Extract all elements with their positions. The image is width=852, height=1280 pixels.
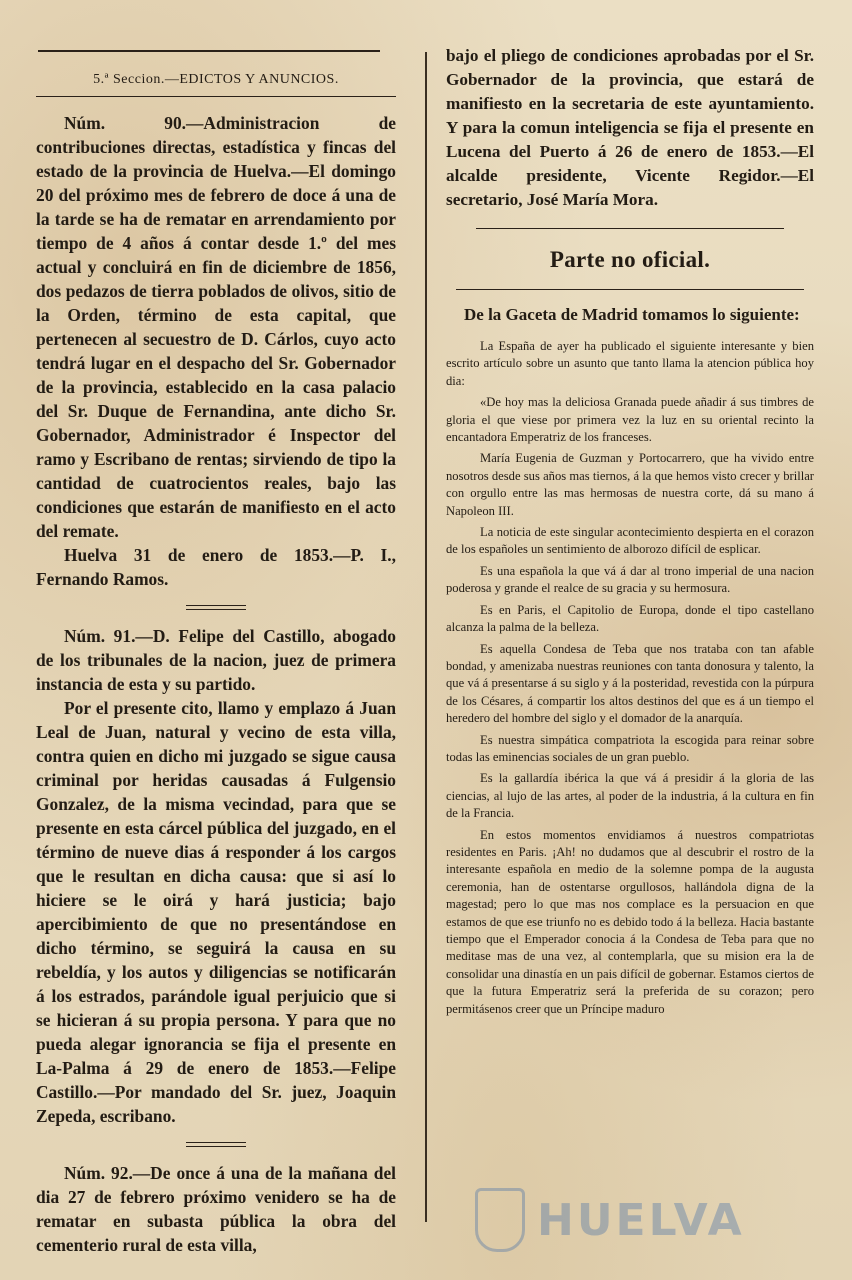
article-body — [446, 338, 814, 1018]
huelva-watermark — [475, 1185, 805, 1255]
section-rule — [476, 228, 784, 229]
section-rule — [456, 289, 804, 290]
notice-90-text: Núm. 90.—Administracion de contribuciones directas, estadística y fincas del estado de la provincia de Huelva.—El domingo 20 del próximo mes de febrero de doce á una de la tarde se ha de rematar en arrendamiento por tiempo de 4 años á contar desde 1.º del mes actual y concluirá en fin de diciembre de 1856, dos pedazos de tierra poblados de olivos, sitio de la Orden, término de esta capital, que pertenecen al secuestro de D. Cárlos, cuyo acto tendrá lugar en el despacho del Sr. Gobernador de la provincia, establecido en la casa palacio del Sr. Duque de Fernandina, ante dicho Sr. Gobernador, Administrador é Inspector del ramo y Escribano de rentas; sirviendo de tipo la cantidad de cuatrocientos reales, bajo las condiciones que estarán de manifiesto en el acto del remate. — [36, 113, 396, 541]
separator — [186, 1142, 246, 1147]
article-paragraph: María Eugenia de Guzman y Portocarrero, que ha vivido entre nosotros desde sus años mas tiernos, á la que hemos visto crecer y brillar con orgullo entre las mas hermosas de nuestra corte, dá su mano á Napoleon III. — [446, 451, 814, 518]
notice-92-text: Núm. 92.—De once á una de la mañana del dia 27 de febrero próximo venidero se ha de rematar en subasta pública la obra del cementerio rural de esta villa, — [36, 1163, 396, 1255]
left-column — [36, 60, 396, 1257]
notice-92 — [36, 1161, 396, 1257]
watermark-text: HUELVA — [537, 1194, 745, 1246]
article-paragraph: Es aquella Condesa de Teba que nos trataba con tan afable bondad, y amenizaba nuestras reuniones con tanta donosura y talento, la que vá á presentarse á su siglo y á la posteridad, revestida con la púrpura de los Césares, á compartir los altos destinos del que es á un tiempo el heredero del hombre del siglo y el domador de la anarquía. — [446, 641, 814, 726]
right-column — [446, 44, 814, 1022]
notice-90-signature: Huelva 31 de enero de 1853.—P. I., Fernando Ramos. — [36, 545, 396, 589]
article-paragraph: Es nuestra simpática compatriota la escogida para reinar sobre todas las eminencias sociales de un gran pueblo. — [446, 732, 814, 764]
article-paragraph: Es la gallardía ibérica la que vá á presidir á la gloria de las ciencias, al lujo de las artes, al poder de la industria, á la cultura en fin de la Francia. — [446, 771, 814, 821]
section-header: 5.ª Seccion.—EDICTOS Y ANUNCIOS. — [36, 60, 396, 97]
article-paragraph: La noticia de este singular acontecimiento despierta en el corazon de los españoles un sentimiento de alborozo difícil de esplicar. — [446, 525, 814, 557]
section-title: Parte no oficial. — [549, 247, 711, 272]
notice-90 — [36, 111, 396, 591]
column-divider — [425, 52, 427, 1222]
notice-91-text: Por el presente cito, llamo y emplazo á Juan Leal de Juan, natural y vecino de esta villa, contra quien en dicho mi juzgado se sigue causa criminal por heridas causadas á Fulgensio Gonzalez, de la misma vecindad, para que se presente en esta cárcel pública del juzgado, en el término de nueve dias á responder á los cargos que le resultan en dicha causa: que si así lo hiciere se le oirá y hará justicia; bajo apercibimiento de que no presentándose en dicho término, se seguirá la causa en su rebeldía, y los autos y diligencias se notificarán á los estrados, parándole igual perjuicio que si se hicieran á su propia persona. Y para que no pueda alegar ignorancia se fija el presente en La-Palma á 29 de enero de 1853.—Felipe Castillo.—Por mandado del Sr. juez, Joaquin Zepeda, escribano. — [36, 698, 396, 1126]
gaceta-intro: De la Gaceta de Madrid tomamos lo siguiente: — [464, 305, 800, 324]
top-rule — [38, 50, 380, 52]
article-paragraph: Es una española la que vá á dar al trono imperial de una nacion poderosa y grande el realce de su gracia y su hermosura. — [446, 563, 814, 596]
notice-92-continuation: bajo el pliego de condiciones aprobadas por el Sr. Gobernador de la provincia, que estará de manifiesto en la secretaria de este ayuntamiento. Y para la comun inteligencia se fija el presente en Lucena del Puerto á 26 de enero de 1853.—El alcalde presidente, Vicente Regidor.—El secretario, José María Mora. — [446, 46, 814, 209]
notice-91 — [36, 624, 396, 1128]
shield-icon — [475, 1188, 525, 1252]
article-paragraph: Es en Paris, el Capitolio de Europa, donde el tipo castellano alcanza la palma de la belleza. — [446, 602, 814, 635]
article-paragraph: La España de ayer ha publicado el siguiente interesante y bien escrito artículo sobre un asunto que tanto llama la atencion pública hoy dia: — [446, 339, 814, 388]
separator — [186, 605, 246, 610]
notice-91-heading: Núm. 91.—D. Felipe del Castillo, abogado de los tribunales de la nacion, juez de primera instancia de esta y su partido. — [36, 626, 396, 694]
article-paragraph: «De hoy mas la deliciosa Granada puede añadir á sus timbres de gloria el que viese por primera vez la luz en su oriental recinto la encantadora Emperatriz de los franceses. — [446, 395, 814, 445]
article-paragraph: En estos momentos envidiamos á nuestros compatriotas residentes en Paris. ¡Ah! no dudamos que al descubrir el rostro de la interesante española en medio de la solemne pompa de la augusta ceremonia, han de ostentarse orgullosos, hallándola digna de la magestad; pero lo que mas nos complace es la persuacion en que estamos de que ese triunfo no es debido todo á la belleza. Hacia bastante tiempo que el Emperador conocia á la Condesa de Teba para que no meditase mas de una vez, al contemplarla, que su mision era la de consolidar una dinastía en un pais difícil de gobernar. Estamos ciertos de que la futura Emperatriz será la preferida de su corazon; pero permitásenos creer que un Príncipe maduro — [446, 827, 814, 1016]
